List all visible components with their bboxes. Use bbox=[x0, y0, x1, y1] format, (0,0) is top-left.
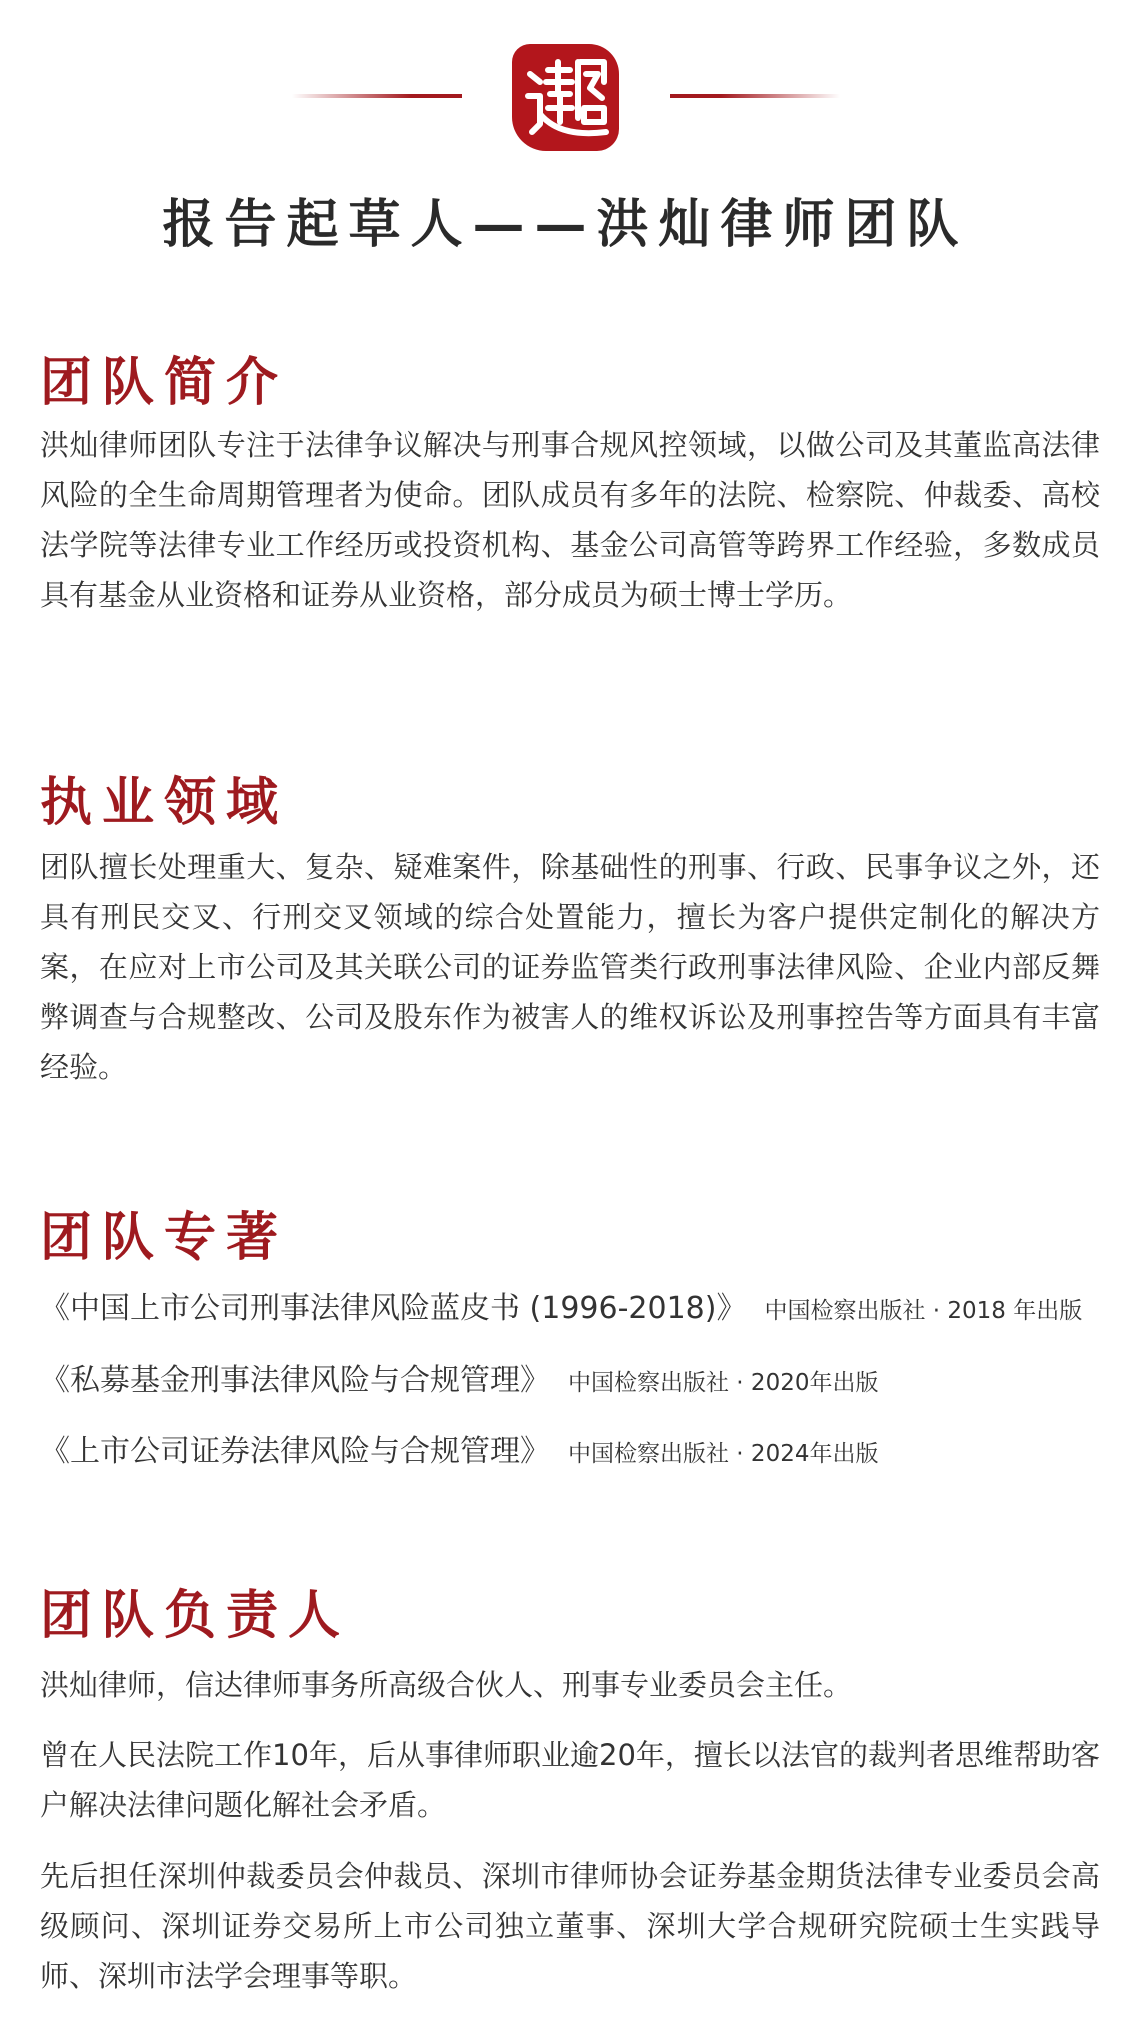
section-title-books: 团队专著 bbox=[40, 1207, 289, 1268]
seal-stamp-icon bbox=[512, 44, 619, 151]
book-title: 《私募基金刑事法律风险与合规管理》 bbox=[40, 1363, 550, 1398]
seal-glyph-icon bbox=[520, 52, 612, 144]
book-title: 《上市公司证券法律风险与合规管理》 bbox=[40, 1434, 550, 1469]
section-title-practice: 执业领域 bbox=[40, 772, 289, 833]
decorative-rule-left bbox=[292, 94, 462, 98]
book-publisher: 中国检察出版社 · 2024年出版 bbox=[568, 1441, 879, 1467]
section-title-intro: 团队简介 bbox=[40, 352, 289, 413]
book-publisher: 中国检察出版社 · 2018 年出版 bbox=[764, 1298, 1083, 1324]
book-item bbox=[40, 1283, 1082, 1327]
book-publisher: 中国检察出版社 · 2020年出版 bbox=[568, 1370, 879, 1396]
leader-paragraph: 先后担任深圳仲裁委员会仲裁员、深圳市律师协会证券基金期货法律专业委员会高级顾问、深圳证券交易所上市公司独立董事、深圳大学合规研究院硕士生实践导师、深圳市法学会理事等职。 bbox=[40, 1859, 1100, 1993]
section-title-leader: 团队负责人 bbox=[40, 1585, 351, 1646]
page-title: 报告起草人——洪灿律师团队 bbox=[162, 194, 969, 255]
book-item bbox=[40, 1355, 878, 1399]
leader-paragraph: 曾在人民法院工作10年，后从事律师职业逾20年，擅长以法官的裁判者思维帮助客户解决法律问题化解社会矛盾。 bbox=[40, 1738, 1100, 1822]
book-item bbox=[40, 1426, 878, 1470]
page-header bbox=[0, 0, 1131, 300]
intro-paragraph: 洪灿律师团队专注于法律争议解决与刑事合规风控领域，以做公司及其董监高法律风险的全生命周期管理者为使命。团队成员有多年的法院、检察院、仲裁委、高校法学院等法律专业工作经历或投资机构、基金公司高管等跨界工作经验，多数成员具有基金从业资格和证券从业资格，部分成员为硕士博士学历。 bbox=[40, 428, 1100, 612]
leader-paragraph: 洪灿律师，信达律师事务所高级合伙人、刑事专业委员会主任。 bbox=[40, 1668, 853, 1702]
book-title: 《中国上市公司刑事法律风险蓝皮书 (1996-2018)》 bbox=[40, 1291, 747, 1326]
practice-paragraph: 团队擅长处理重大、复杂、疑难案件，除基础性的刑事、行政、民事争议之外，还具有刑民交叉、行刑交叉领域的综合处置能力，擅长为客户提供定制化的解决方案，在应对上市公司及其关联公司的证券监管类行政刑事法律风险、企业内部反舞弊调查与合规整改、公司及股东作为被害人的维权诉讼及刑事控告等方面具有丰富经验。 bbox=[40, 850, 1100, 1084]
decorative-rule-right bbox=[670, 94, 840, 98]
